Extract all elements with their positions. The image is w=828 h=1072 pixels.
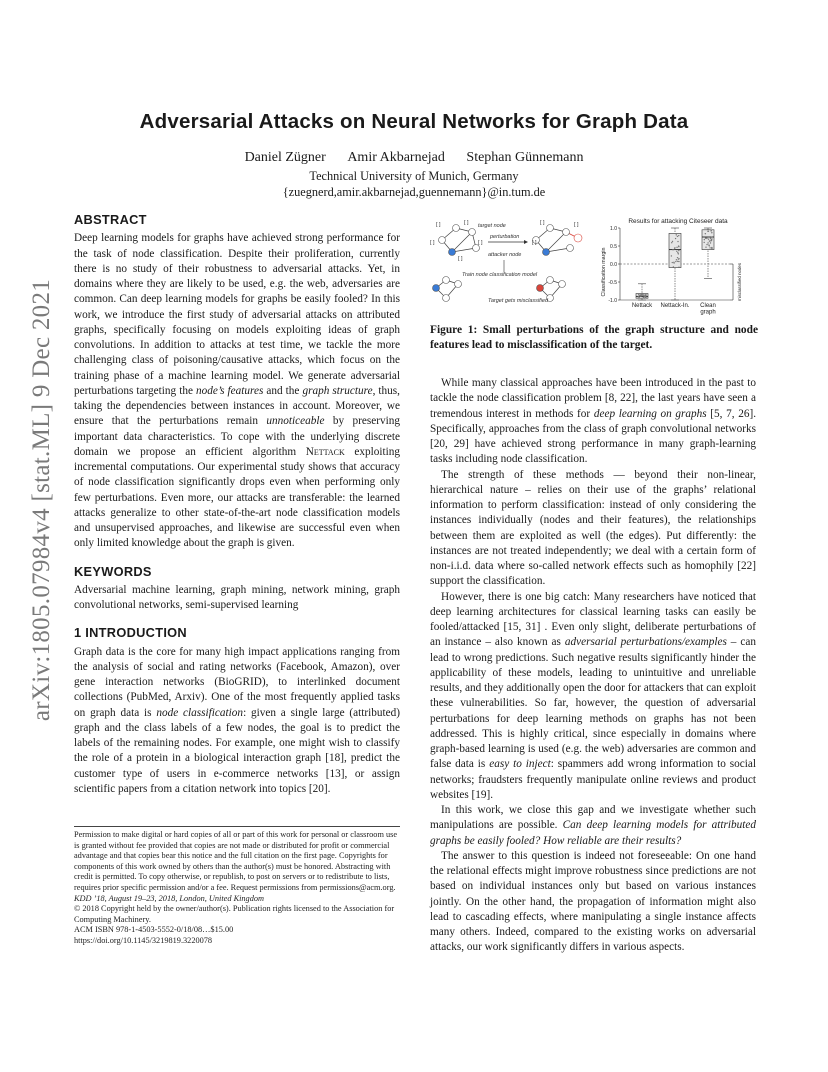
keywords-heading: KEYWORDS — [74, 563, 152, 579]
graph-diagram — [430, 220, 582, 304]
doi-link[interactable]: https://doi.org/10.1145/3219819.3220078 — [74, 935, 213, 945]
author-emails: {zuegnerd,amir.akbarnejad,guennemann}@in.tum.de — [282, 185, 546, 199]
introduction-heading: 1 INTRODUCTION — [74, 625, 187, 641]
keywords-section — [74, 564, 400, 614]
author-name: Stephan Günnemann — [466, 150, 584, 165]
abstract-heading: ABSTRACT — [74, 212, 147, 227]
paper-title: Adversarial Attacks on Neural Networks for Graph Data — [139, 110, 689, 133]
affiliation: Technical University of Munich, Germany — [309, 169, 519, 183]
abstract-text: Deep learning models for graphs have achieved strong performance for the task of node classification. Despite their proliferation, currently there is no study of their robustness to adversarial attacks. Yet, in domains where they are likely to be used, e.g. the web, adversaries are common. Can deep learning models for graphs be easily fooled? In this work, we introduce the first study of adversarial attacks on attributed graphs, specifically focusing on models exploiting ideas of graph convolutions. In addition to attacks at test time, we tackle the more challenging class of poisoning/causative attacks, which focus on the training phase of a machine learning model. We generate adversarial perturbations targeting the node’s features and the graph structure, thus, taking the dependencies between instances in account. Moreover, we ensure that the perturbations remain unnoticeable by preserving important data characteristics. To cope with the underlying discrete domain we propose an efficient algorithm Nettack exploiting incremental computations. Our experimental study shows that accuracy of node classification significantly drops even when performing only few perturbations. Even more, our attacks are transferable: the learned attacks generalize to other state-of-the-art node classification models and unsupervised approaches, and likewise are successful even when only limited knowledge about the graph is given. — [74, 232, 401, 550]
footnote-rule — [74, 826, 400, 827]
conference-info: KDD ’18, August 19–23, 2018, London, United Kingdom — [74, 893, 264, 903]
author-name: Amir Akbarnejad — [347, 150, 445, 165]
x-tick-label: Nettack — [631, 303, 653, 309]
box-3 — [702, 228, 714, 278]
y-tick-label: 0.0 — [610, 261, 617, 268]
svg-text:[ ]: [ ] — [430, 240, 435, 246]
y-tick-label: -1.0 — [608, 297, 617, 304]
introduction-text: Graph data is the core for many high impact applications ranging from the analysis of social and rating networks (Facebook, Amazon), over gene interaction networks (BioGRID), to interlinked document collections (PubMed, Arxiv). One of the most frequently applied tasks on graph data is node classification: given a single large (attributed) graph and the class labels of a few nodes, the goal is to predict the labels of the remaining nodes. For example, one might wish to classify the role of a protein in a biological interaction graph [18], predict the customer type of users in e-commerce networks [13], or assign scientific papers from a citation network into topics [20]. — [74, 645, 401, 795]
permission-text: Permission to make digital or hard copies of all or part of this work for personal or classroom use is granted without fee provided that copies are not made or distributed for profit or commercial advantage and that copies bear this notice and the full citation on the first page. Copyrights for components of this work owned by others than the author(s) must be honored. Abstracting with credit is permitted. To copy otherwise, or republish, to post on servers or to redistribute to lists, requires prior specific permission and/or a fee. Request permissions from permissions@acm.org. — [74, 830, 398, 892]
x-tick-label: Clean — [700, 303, 716, 309]
train-model-label: Train node classification model — [462, 272, 538, 278]
paragraph: The strength of these methods — beyond their non-linear, hierarchical nature – relies on their use of the graphs’ relational information to perform classification: instead of only considering the instances individually (nodes and their features), the relationships between them are exploited as well (the edges). Put differently: the instances are not treated independently; we deal with a certain form of non-i.i.d. data where so-called network effects such as homophily [22] support the classification. — [430, 468, 756, 588]
isbn-text: ACM ISBN 978-1-4503-5552-0/18/08…$15.00 — [74, 925, 234, 935]
svg-text:[ ]: [ ] — [532, 240, 537, 246]
x-tick-label: Nettack-In. — [660, 303, 690, 309]
target-node-label: target node — [478, 223, 506, 229]
keywords-text: Adversarial machine learning, graph mining, network mining, graph convolutional networks, semi-supervised learning — [74, 583, 400, 611]
author-list — [0, 150, 828, 166]
figure-1 — [428, 214, 758, 320]
y-tick-label: 0.5 — [610, 243, 617, 250]
y-tick-label: -0.5 — [608, 279, 617, 286]
introduction-section — [74, 625, 400, 797]
attacker-node-label: attacker node — [488, 252, 522, 258]
arxiv-stamp — [22, 278, 62, 722]
paragraph: While many classical approaches have been introduced in the past to tackle the node classification problem [8, 22], the last years have seen a tremendous interest in methods for deep learning on graphs [5, 7, 26]. Specifically, approaches from the class of graph convolutional networks [20, 29] have achieved strong performance in many graph-learning tasks including node classification. — [430, 377, 757, 466]
paragraph: In this work, we close this gap and we investigate whether such manipulations are possible. Can deep learning models for attributed graphs be easily fooled? How reliable are their results? — [430, 804, 756, 847]
perturbation-label: perturbation — [490, 234, 520, 240]
arxiv-stamp-text: arXiv:1805.07984v4 [stat.ML] 9 Dec 2021 — [28, 278, 55, 722]
y-axis-label: Classification margin — [601, 247, 607, 297]
svg-text:[ ]: [ ] — [478, 240, 483, 246]
misclassified-side-label: misclassified nodes — [737, 262, 742, 302]
svg-text:[ ]: [ ] — [464, 220, 469, 226]
paragraph: However, there is one big catch: Many researchers have noticed that deep learning architectures for classical learning tasks can easily be fooled/attacked [15, 31] . Even only slight, deliberate perturbations of an instance – also known as adversarial perturbations/examples – can lead to wrong predictions. Such negative results significantly hinder the applicability of these models, leading to unintuitive and unreliable results, and they additionally open the door for attackers that can exploit these vulnerabilities. So far, however, the question of adversarial perturbations for deep learning methods on graphs has not been addressed. This is highly critical, since especially in domains where graph-based learning is used (e.g. the web) adversaries are common and false data is easy to inject: spammers add wrong information to social networks; fraudsters frequently manipulate online reviews and product websites [19]. — [430, 590, 757, 801]
svg-text:[ ]: [ ] — [540, 220, 545, 226]
svg-text:[ ]: [ ] — [436, 222, 441, 228]
permission-footnote — [74, 826, 400, 947]
box-1 — [636, 284, 648, 300]
left-column — [74, 212, 400, 797]
misclassified-label: Target gets misclassified — [488, 298, 549, 304]
copyright-text: © 2018 Copyright held by the owner/author(s). Publication rights licensed to the Association for Computing Machinery. — [74, 904, 395, 924]
y-tick-label: 1.0 — [610, 225, 617, 232]
author-name: Daniel Zügner — [244, 150, 326, 165]
svg-text:[ ]: [ ] — [574, 222, 579, 228]
box-2 — [669, 228, 681, 300]
x-tick-label: graph — [700, 309, 716, 316]
paragraph: The answer to this question is indeed not foreseeable: On one hand the relational effects might improve robustness since predictions are not based on individual instances only but based on various instances jointly. On the other hand, the propagation of information might also lead to cascading effects, where manipulating a single instance affects many others. Indeed, compared to the existing works on adversarial attacks, our work significantly differs in various aspects. — [430, 849, 756, 954]
figure-caption: Figure 1: Small perturbations of the graph structure and node features lead to misclassification of the target. — [430, 324, 758, 351]
boxplot-chart — [601, 218, 742, 316]
right-column — [430, 376, 756, 956]
svg-text:[ ]: [ ] — [458, 256, 463, 262]
chart-title: Results for attacking Citeseer data — [628, 218, 728, 225]
